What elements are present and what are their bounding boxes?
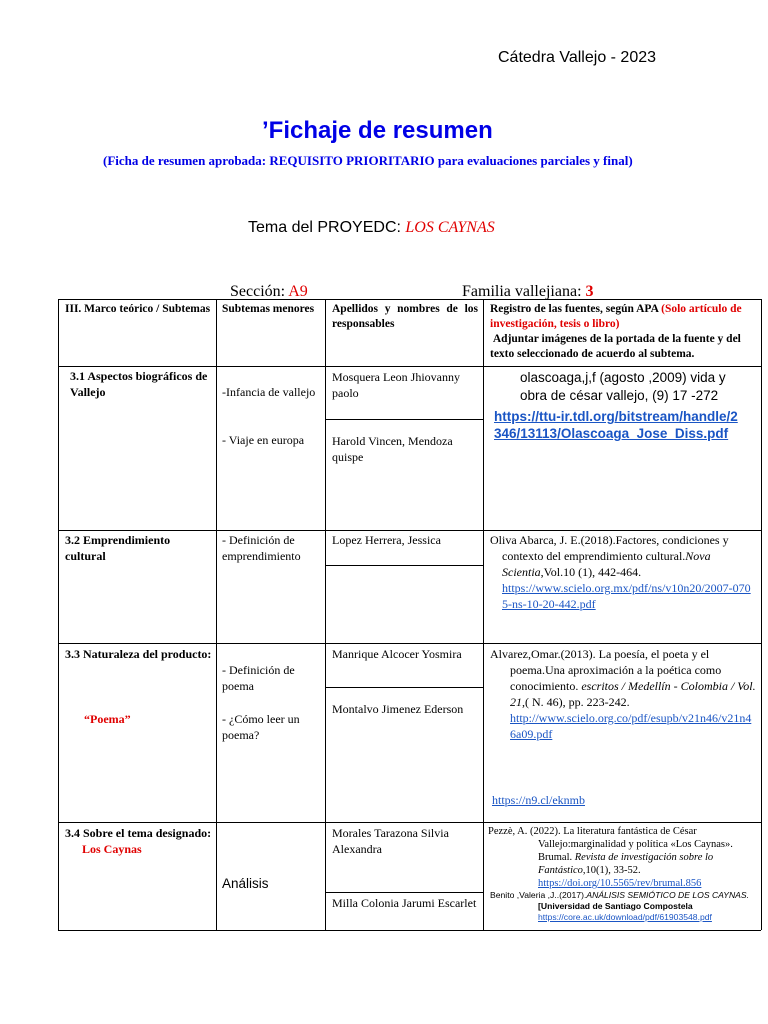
row4-subtema [65, 825, 213, 857]
row4-menor-1: Análisis [222, 876, 269, 891]
table-border [325, 892, 483, 893]
row4-fuente2-italic: ANÁLISIS SEMIÓTICO DE LOS CAYNAS. [586, 890, 750, 900]
row4-fuente [488, 825, 758, 890]
table-border [58, 299, 761, 300]
tema-line [248, 219, 495, 237]
row3-subtema-poema: “Poema” [84, 712, 131, 726]
row4-fuente-2 [490, 890, 760, 923]
table-border [58, 822, 761, 823]
row2-responsable-1: Lopez Herrera, Jessica [332, 533, 441, 547]
seccion-label: Sección: [230, 283, 286, 300]
header-responsables: Apellidos y nombres de los responsables [332, 303, 478, 330]
row3-fuente-link[interactable]: http://www.scielo.org.co/pdf/esupb/v21n46/v21n46a09.pdf [510, 711, 752, 741]
familia-label: Familia vallejiana: [462, 283, 582, 300]
row1-menor-1: -Infancia de vallejo [222, 385, 316, 399]
row4-fuente-journal: Revista de investigación sobre lo Fantástico [538, 852, 714, 876]
row3-responsable-2: Montalvo Jimenez Ederson [332, 702, 464, 716]
table-border [58, 530, 761, 531]
row3-menor-1: - Definición de poema [222, 663, 295, 693]
seccion-value: A9 [288, 283, 308, 300]
row2-subtema: 3.2 Emprendimiento cultural [65, 533, 171, 563]
row3-menor-2: - ¿Cómo leer un poema? [222, 712, 300, 742]
table-border [58, 366, 761, 367]
row4-fuente2-link[interactable]: https://core.ac.uk/download/pdf/61903548.pdf [538, 912, 712, 922]
header-subtemas: III. Marco teórico / Subtemas [65, 303, 211, 315]
header-fuentes-main: Registro de las fuentes, según APA [490, 303, 659, 315]
row1-fuente-link[interactable]: https://ttu-ir.tdl.org/bitstream/handle/2346/13113/Olascoaga_Jose_Diss.pdf [494, 409, 738, 441]
table-border [483, 299, 484, 930]
table-border [58, 299, 59, 930]
table-border [325, 687, 483, 688]
row3-fuente-link-short[interactable]: https://n9.cl/eknmb [492, 793, 585, 807]
row1-fuente-text: olascoaga,j,f (agosto ,2009) vida y obra de césar vallejo, (9) 17 -272 [520, 370, 726, 403]
table-border [325, 299, 326, 930]
row1-fuente [494, 369, 756, 405]
row2-menor-1: - Definición de emprendimiento [222, 533, 301, 563]
row4-subtema-text: 3.4 Sobre el tema designado: [65, 826, 212, 840]
tema-value: LOS CAYNAS [405, 219, 495, 236]
row3-responsable-1: Manrique Alcocer Yosmira [332, 647, 462, 661]
row1-subtema [70, 368, 210, 400]
row2-fuente [490, 532, 756, 612]
row4-fuente-tail: ,10(1), 33-52. [582, 865, 641, 876]
row2-fuente-journal: Nova Scientia [502, 549, 711, 579]
page-title: ’Fichaje de resumen [262, 117, 493, 144]
row3-fuente-text: Alvarez,Omar.(2013). La poesía, el poeta y el poema.Una aproximación a la poética como conocimiento. [490, 647, 722, 693]
familia-value: 3 [585, 283, 594, 300]
table-border [325, 419, 483, 420]
row4-fuente2-text: Benito ,Valeria ,J..(2017). [490, 890, 587, 900]
row4-responsable-2: Milla Colonia Jarumi Escarlet [332, 896, 477, 910]
row1-responsable-1: Mosquera Leon Jhiovanny paolo [332, 370, 460, 400]
row1-subtema-text: 3.1 Aspectos biográficos de Vallejo [70, 369, 208, 399]
row3-fuente-tail: ( N. 46), pp. 223-242. [525, 695, 630, 709]
row3-subtema: 3.3 Naturaleza del producto: [65, 647, 212, 661]
row1-responsable-2: Harold Vincen, Mendoza quispe [332, 434, 453, 464]
table-border [325, 565, 483, 566]
row4-fuente-text: Pezzè, A. (2022). La literatura fantástica de César Vallejo:marginalidad y política «Los Caynas». Brumal. [488, 826, 733, 863]
table-border [58, 930, 761, 931]
page-subtitle: (Ficha de resumen aprobada: REQUISITO PRIORITARIO para evaluaciones parciales y final) [103, 153, 633, 168]
header-subtemas-menores: Subtemas menores [222, 303, 315, 315]
row4-subtema-red: Los Caynas [82, 842, 142, 856]
header-fuentes-instructions: Adjuntar imágenes de la portada de la fuente y del texto seleccionado de acuerdo al subtema. [490, 333, 741, 360]
table-border [761, 299, 762, 930]
header-fuentes [490, 302, 758, 362]
course-header: Cátedra Vallejo - 2023 [498, 49, 657, 66]
row2-fuente-link[interactable]: https://www.scielo.org.mx/pdf/ns/v10n20/2007-0705-ns-10-20-442.pdf [502, 581, 751, 611]
table-border [216, 299, 217, 930]
row3-fuente-journal: escritos / Medellín - Colombia / Vol. 21, [510, 679, 756, 709]
row4-fuente-link[interactable]: https://doi.org/10.5565/rev/brumal.856 [538, 878, 702, 889]
row4-responsable-1: Morales Tarazona Silvia Alexandra [332, 826, 449, 856]
tema-label: Tema del PROYEDC: [248, 219, 401, 236]
header-fuentes-note: (Solo artículo de investigación, tesis o libro) [490, 303, 742, 330]
row1-menor-2: - Viaje en europa [222, 433, 305, 447]
row3-fuente [490, 646, 756, 742]
table-border [58, 643, 761, 644]
row2-fuente-text: Oliva Abarca, J. E.(2018).Factores, condiciones y contexto del emprendimiento cultural. [490, 533, 729, 563]
row2-fuente-tail: ,Vol.10 (1), 442-464. [540, 565, 642, 579]
row4-fuente2-bold: [Universidad de Santiago Compostela [538, 901, 693, 911]
